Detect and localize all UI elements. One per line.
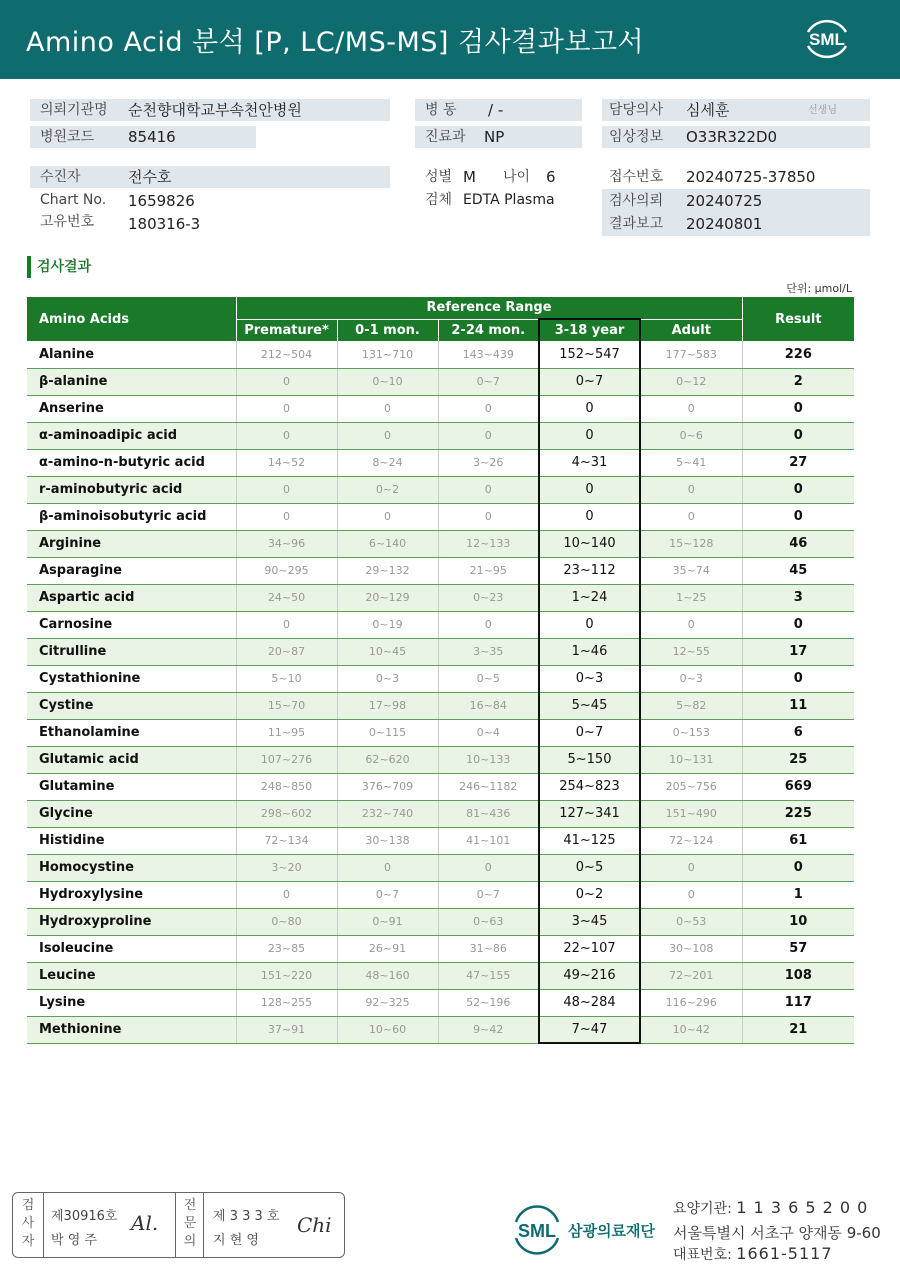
reference-range-cell: 5~82 — [640, 692, 742, 719]
reference-range-cell: 81~436 — [438, 800, 539, 827]
result-cell: 225 — [742, 800, 854, 827]
reference-range-cell: 41~101 — [438, 827, 539, 854]
reference-range-cell: 3~26 — [438, 449, 539, 476]
reference-range-cell: 72~134 — [236, 827, 337, 854]
amino-acid-name: β-alanine — [27, 368, 236, 395]
col-header-amino-acids: Amino Acids — [27, 297, 236, 341]
reference-range-cell: 0 — [438, 611, 539, 638]
reference-range-cell: 151~220 — [236, 962, 337, 989]
unique-no-value: 180316-3 — [128, 215, 201, 233]
specimen-label: 검체 — [425, 192, 453, 208]
ward-value: / - — [488, 101, 504, 119]
signature-divider — [175, 1193, 176, 1257]
reference-range-cell: 17~98 — [337, 692, 438, 719]
result-cell: 0 — [742, 611, 854, 638]
reference-range-cell: 16~84 — [438, 692, 539, 719]
reference-range-cell: 248~850 — [236, 773, 337, 800]
reference-range-cell: 7~47 — [539, 1016, 640, 1043]
reference-range-cell: 0~2 — [539, 881, 640, 908]
signature-box — [12, 1192, 345, 1258]
reference-range-cell: 35~74 — [640, 557, 742, 584]
result-cell: 2 — [742, 368, 854, 395]
reference-range-cell: 0~7 — [337, 881, 438, 908]
table-row — [27, 989, 854, 1016]
org-name: 삼광의료재단 — [568, 1222, 655, 1240]
result-cell: 46 — [742, 530, 854, 557]
receipt-value: 20240725-37850 — [686, 168, 816, 186]
reference-range-cell: 5~150 — [539, 746, 640, 773]
reference-range-cell: 0 — [337, 503, 438, 530]
reference-range-cell: 1~25 — [640, 584, 742, 611]
specialist-name: 지 현 영 — [213, 1233, 259, 1248]
reference-range-cell: 0 — [640, 503, 742, 530]
reference-range-cell: 0 — [236, 611, 337, 638]
col-header-adult: Adult — [640, 319, 742, 341]
result-cell: 0 — [742, 854, 854, 881]
reference-range-cell: 23~85 — [236, 935, 337, 962]
amino-acid-name: Hydroxyproline — [27, 908, 236, 935]
reference-range-cell: 298~602 — [236, 800, 337, 827]
chart-no-label: Chart No. — [40, 192, 107, 208]
org-phone-line — [673, 1244, 833, 1264]
reference-range-cell: 0 — [539, 422, 640, 449]
doctor-value: 심세훈 — [686, 101, 730, 119]
table-row — [27, 1016, 854, 1043]
request-label: 검사의뢰 — [609, 193, 664, 209]
table-row — [27, 476, 854, 503]
reference-range-cell: 0~4 — [438, 719, 539, 746]
reference-range-cell: 0 — [236, 422, 337, 449]
table-row — [27, 368, 854, 395]
reference-range-cell: 0 — [438, 503, 539, 530]
reference-range-cell: 62~620 — [337, 746, 438, 773]
reference-range-cell: 22~107 — [539, 935, 640, 962]
table-row — [27, 395, 854, 422]
report-value: 20240801 — [686, 215, 763, 233]
table-row — [27, 638, 854, 665]
result-cell: 0 — [742, 395, 854, 422]
table-row — [27, 800, 854, 827]
reference-range-cell: 0 — [236, 476, 337, 503]
reference-range-cell: 143~439 — [438, 341, 539, 368]
svg-text:SML: SML — [809, 30, 845, 49]
chart-no-value: 1659826 — [128, 192, 195, 210]
request-value: 20240725 — [686, 192, 763, 210]
reference-range-cell: 0~91 — [337, 908, 438, 935]
reference-range-cell: 48~284 — [539, 989, 640, 1016]
org-phone: 1661-5117 — [736, 1244, 833, 1263]
amino-acid-name: Ethanolamine — [27, 719, 236, 746]
reference-range-cell: 5~45 — [539, 692, 640, 719]
reference-range-cell: 0~3 — [539, 665, 640, 692]
reference-range-cell: 20~129 — [337, 584, 438, 611]
table-row — [27, 773, 854, 800]
table-row — [27, 692, 854, 719]
result-cell: 0 — [742, 422, 854, 449]
department-label: 진료과 — [425, 129, 466, 145]
reference-range-cell: 116~296 — [640, 989, 742, 1016]
reference-range-cell: 0 — [640, 854, 742, 881]
reference-range-cell: 0 — [236, 395, 337, 422]
reference-range-cell: 152~547 — [539, 341, 640, 368]
reference-range-cell: 1~46 — [539, 638, 640, 665]
table-row — [27, 422, 854, 449]
reference-range-cell: 0~7 — [438, 368, 539, 395]
examiner-signature: Al. — [131, 1211, 159, 1235]
reference-range-cell: 0~5 — [539, 854, 640, 881]
unit-label: 단위: μmol/L — [786, 282, 852, 295]
amino-acid-name: Lysine — [27, 989, 236, 1016]
patient-bar — [30, 166, 390, 188]
table-row — [27, 827, 854, 854]
reference-range-cell: 0~7 — [539, 368, 640, 395]
reference-range-cell: 0 — [539, 395, 640, 422]
reference-range-cell: 10~131 — [640, 746, 742, 773]
reference-range-cell: 34~96 — [236, 530, 337, 557]
results-table — [27, 297, 854, 1044]
reference-range-cell: 151~490 — [640, 800, 742, 827]
sex-value: M — [463, 168, 476, 186]
result-cell: 6 — [742, 719, 854, 746]
reference-range-cell: 0 — [539, 503, 640, 530]
reference-range-cell: 0 — [438, 395, 539, 422]
reference-range-cell: 72~124 — [640, 827, 742, 854]
org-code-label: 요양기관: — [673, 1201, 732, 1217]
reference-range-cell: 0~2 — [337, 476, 438, 503]
reference-range-cell: 72~201 — [640, 962, 742, 989]
reference-range-cell: 11~95 — [236, 719, 337, 746]
reference-range-cell: 30~138 — [337, 827, 438, 854]
reference-range-cell: 254~823 — [539, 773, 640, 800]
result-cell: 108 — [742, 962, 854, 989]
reference-range-cell: 0~6 — [640, 422, 742, 449]
reference-range-cell: 232~740 — [337, 800, 438, 827]
sml-org-logo-icon — [508, 1200, 566, 1258]
org-code-line — [673, 1198, 868, 1218]
reference-range-cell: 0 — [236, 503, 337, 530]
table-row — [27, 503, 854, 530]
amino-acid-name: Glycine — [27, 800, 236, 827]
reference-range-cell: 49~216 — [539, 962, 640, 989]
amino-acid-name: Glutamic acid — [27, 746, 236, 773]
examiner-no: 제30916호 — [51, 1209, 118, 1224]
reference-range-cell: 5~10 — [236, 665, 337, 692]
reference-range-cell: 23~112 — [539, 557, 640, 584]
reference-range-cell: 376~709 — [337, 773, 438, 800]
reference-range-cell: 0~19 — [337, 611, 438, 638]
result-cell: 57 — [742, 935, 854, 962]
reference-range-cell: 10~133 — [438, 746, 539, 773]
report-footer — [0, 1190, 900, 1263]
section-title: 검사결과 — [27, 256, 91, 278]
amino-acid-name: Cystathionine — [27, 665, 236, 692]
reference-range-cell: 9~42 — [438, 1016, 539, 1043]
reference-range-cell: 0~23 — [438, 584, 539, 611]
reference-range-cell: 15~70 — [236, 692, 337, 719]
table-row — [27, 746, 854, 773]
reference-range-cell: 48~160 — [337, 962, 438, 989]
reference-range-cell: 0~7 — [539, 719, 640, 746]
doctor-label: 담당의사 — [609, 102, 664, 118]
result-cell: 0 — [742, 476, 854, 503]
specimen-value: EDTA Plasma — [463, 192, 555, 208]
reference-range-cell: 0~3 — [337, 665, 438, 692]
reference-range-cell: 0~53 — [640, 908, 742, 935]
age-label: 나이 — [503, 169, 531, 185]
reference-range-cell: 0 — [640, 611, 742, 638]
reference-range-cell: 0 — [640, 881, 742, 908]
reference-range-cell: 26~91 — [337, 935, 438, 962]
amino-acid-name: Arginine — [27, 530, 236, 557]
reference-range-cell: 0~12 — [640, 368, 742, 395]
reference-range-cell: 128~255 — [236, 989, 337, 1016]
table-row — [27, 881, 854, 908]
result-cell: 25 — [742, 746, 854, 773]
reference-range-cell: 6~140 — [337, 530, 438, 557]
table-row — [27, 665, 854, 692]
table-row — [27, 719, 854, 746]
result-cell: 669 — [742, 773, 854, 800]
reference-range-cell: 1~24 — [539, 584, 640, 611]
hospital-code-value: 85416 — [128, 128, 176, 146]
patient-label: 수진자 — [40, 169, 81, 185]
reference-range-cell: 0 — [640, 476, 742, 503]
table-row — [27, 341, 854, 368]
reference-range-cell: 0 — [236, 368, 337, 395]
clinical-value: O33R322D0 — [686, 128, 778, 146]
unique-no-label: 고유번호 — [40, 214, 95, 230]
col-header-reference: Reference Range — [236, 297, 742, 319]
signature-divider — [43, 1193, 44, 1257]
reference-range-cell: 0~3 — [640, 665, 742, 692]
table-row — [27, 908, 854, 935]
patient-value: 전수호 — [128, 168, 172, 186]
amino-acid-name: Aspartic acid — [27, 584, 236, 611]
reference-range-cell: 0 — [236, 881, 337, 908]
reference-range-cell: 0 — [337, 422, 438, 449]
department-value: NP — [484, 128, 505, 146]
table-row — [27, 449, 854, 476]
amino-acid-name: Glutamine — [27, 773, 236, 800]
amino-acid-name: Citrulline — [27, 638, 236, 665]
reference-range-cell: 12~55 — [640, 638, 742, 665]
table-row — [27, 962, 854, 989]
specialist-label: 전문의 — [183, 1198, 197, 1249]
amino-acid-name: Carnosine — [27, 611, 236, 638]
sml-logo-icon — [800, 12, 854, 66]
institution-label: 의뢰기관명 — [40, 102, 108, 118]
reference-range-cell: 30~108 — [640, 935, 742, 962]
amino-acid-name: Leucine — [27, 962, 236, 989]
org-code: 1 1 3 6 5 2 0 0 — [736, 1198, 869, 1217]
examiner-name: 박 영 주 — [51, 1233, 97, 1248]
result-cell: 1 — [742, 881, 854, 908]
amino-acid-name: Methionine — [27, 1016, 236, 1043]
reference-range-cell: 90~295 — [236, 557, 337, 584]
amino-acid-name: Hydroxylysine — [27, 881, 236, 908]
reference-range-cell: 5~41 — [640, 449, 742, 476]
report-title: Amino Acid 분석 [P, LC/MS-MS] 검사결과보고서 — [26, 27, 645, 58]
clinical-label: 임상정보 — [609, 129, 664, 145]
reference-range-cell: 10~42 — [640, 1016, 742, 1043]
table-row — [27, 584, 854, 611]
reference-range-cell: 212~504 — [236, 341, 337, 368]
result-cell: 45 — [742, 557, 854, 584]
amino-acid-name: Isoleucine — [27, 935, 236, 962]
amino-acid-name: Homocystine — [27, 854, 236, 881]
reference-range-cell: 0 — [438, 854, 539, 881]
specialist-no: 제 3 3 3 호 — [213, 1209, 280, 1224]
amino-acid-name: Histidine — [27, 827, 236, 854]
hospital-code-label: 병원코드 — [40, 129, 95, 145]
reference-range-cell: 0 — [539, 476, 640, 503]
org-address: 서울특별시 서초구 양재동 9-60 — [673, 1224, 881, 1242]
reference-range-cell: 131~710 — [337, 341, 438, 368]
amino-acid-name: Asparagine — [27, 557, 236, 584]
reference-range-cell: 8~24 — [337, 449, 438, 476]
amino-acid-name: α-aminoadipic acid — [27, 422, 236, 449]
result-cell: 0 — [742, 665, 854, 692]
reference-range-cell: 0~63 — [438, 908, 539, 935]
col-header-3-18-year: 3-18 year — [539, 319, 640, 341]
reference-range-cell: 0 — [438, 422, 539, 449]
col-header-2-24-mon: 2-24 mon. — [438, 319, 539, 341]
report-label: 결과보고 — [609, 216, 664, 232]
doctor-suffix: 선생님 — [808, 105, 837, 116]
col-header-0-1-mon: 0-1 mon. — [337, 319, 438, 341]
result-cell: 11 — [742, 692, 854, 719]
reference-range-cell: 10~140 — [539, 530, 640, 557]
col-header-result: Result — [742, 297, 854, 341]
org-phone-label: 대표번호: — [673, 1247, 732, 1263]
reference-range-cell: 246~1182 — [438, 773, 539, 800]
sex-label: 성별 — [425, 169, 453, 185]
reference-range-cell: 0 — [438, 476, 539, 503]
reference-range-cell: 177~583 — [640, 341, 742, 368]
amino-acid-name: α-amino-n-butyric acid — [27, 449, 236, 476]
table-row — [27, 935, 854, 962]
reference-range-cell: 0~153 — [640, 719, 742, 746]
reference-range-cell: 12~133 — [438, 530, 539, 557]
result-cell: 3 — [742, 584, 854, 611]
result-cell: 226 — [742, 341, 854, 368]
examiner-label: 검사자 — [21, 1198, 35, 1249]
table-row — [27, 530, 854, 557]
reference-range-cell: 0 — [539, 611, 640, 638]
reference-range-cell: 0~5 — [438, 665, 539, 692]
age-value: 6 — [546, 168, 556, 186]
reference-range-cell: 37~91 — [236, 1016, 337, 1043]
reference-range-cell: 3~20 — [236, 854, 337, 881]
reference-range-cell: 29~132 — [337, 557, 438, 584]
table-row — [27, 611, 854, 638]
reference-range-cell: 10~60 — [337, 1016, 438, 1043]
report-header — [0, 0, 900, 79]
specialist-signature: Chi — [297, 1213, 332, 1237]
reference-range-cell: 0 — [337, 854, 438, 881]
reference-range-cell: 4~31 — [539, 449, 640, 476]
reference-range-cell: 127~341 — [539, 800, 640, 827]
reference-range-cell: 10~45 — [337, 638, 438, 665]
svg-text:SML: SML — [518, 1221, 556, 1241]
result-cell: 117 — [742, 989, 854, 1016]
amino-acid-name: Cystine — [27, 692, 236, 719]
result-cell: 10 — [742, 908, 854, 935]
signature-divider — [203, 1193, 204, 1257]
institution-value: 순천향대학교부속천안병원 — [128, 101, 302, 119]
result-cell: 17 — [742, 638, 854, 665]
reference-range-cell: 0 — [337, 395, 438, 422]
amino-acid-name: Alanine — [27, 341, 236, 368]
amino-acid-name: r-aminobutyric acid — [27, 476, 236, 503]
results-body — [27, 341, 854, 1043]
reference-range-cell: 0~7 — [438, 881, 539, 908]
result-cell: 0 — [742, 503, 854, 530]
result-cell: 27 — [742, 449, 854, 476]
amino-acid-name: Anserine — [27, 395, 236, 422]
reference-range-cell: 14~52 — [236, 449, 337, 476]
result-cell: 21 — [742, 1016, 854, 1043]
reference-range-cell: 0 — [640, 395, 742, 422]
reference-range-cell: 107~276 — [236, 746, 337, 773]
reference-range-cell: 15~128 — [640, 530, 742, 557]
reference-range-cell: 31~86 — [438, 935, 539, 962]
col-header-premature: Premature* — [236, 319, 337, 341]
table-row — [27, 854, 854, 881]
reference-range-cell: 3~35 — [438, 638, 539, 665]
reference-range-cell: 24~50 — [236, 584, 337, 611]
reference-range-cell: 20~87 — [236, 638, 337, 665]
reference-range-cell: 3~45 — [539, 908, 640, 935]
table-row — [27, 557, 854, 584]
amino-acid-name: β-aminoisobutyric acid — [27, 503, 236, 530]
reference-range-cell: 92~325 — [337, 989, 438, 1016]
reference-range-cell: 205~756 — [640, 773, 742, 800]
result-cell: 61 — [742, 827, 854, 854]
reference-range-cell: 41~125 — [539, 827, 640, 854]
reference-range-cell: 47~155 — [438, 962, 539, 989]
reference-range-cell: 0~115 — [337, 719, 438, 746]
reference-range-cell: 0~10 — [337, 368, 438, 395]
reference-range-cell: 0~80 — [236, 908, 337, 935]
reference-range-cell: 52~196 — [438, 989, 539, 1016]
reference-range-cell: 21~95 — [438, 557, 539, 584]
receipt-label: 접수번호 — [609, 169, 664, 185]
ward-label: 병 동 — [425, 102, 457, 118]
